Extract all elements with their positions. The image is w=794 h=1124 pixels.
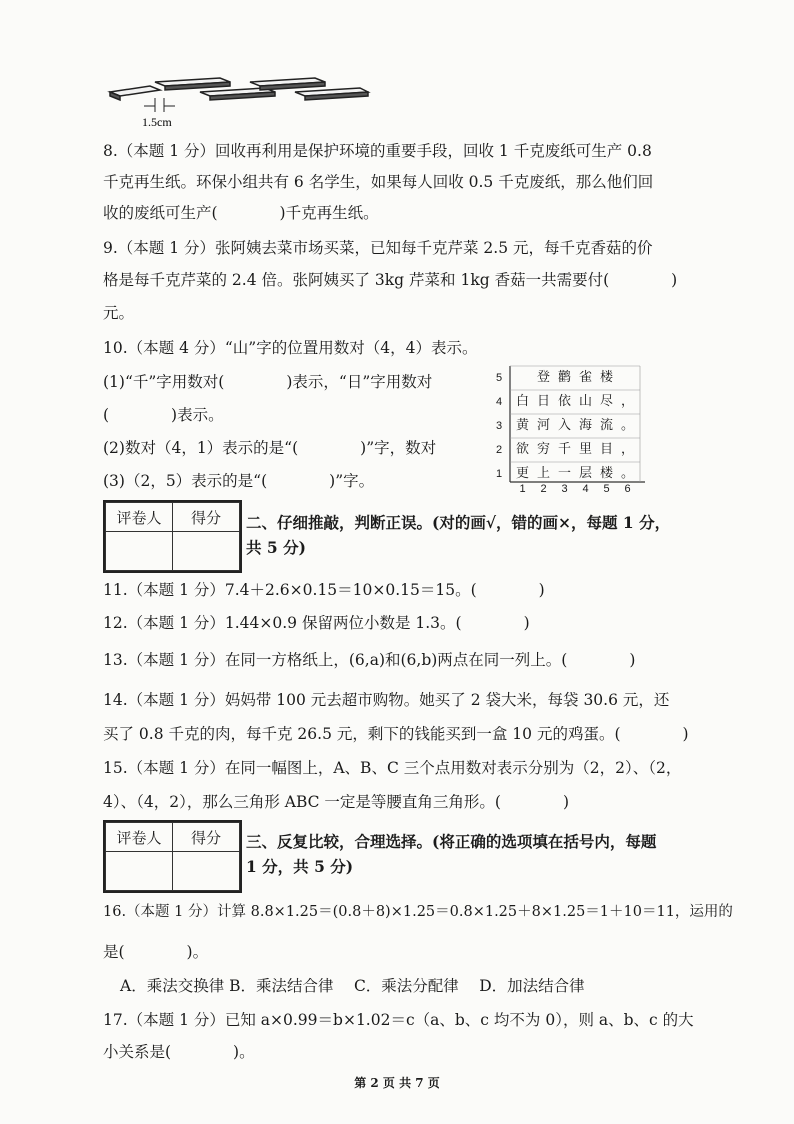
score-label: 得分 <box>173 823 240 852</box>
grid-char: 山 <box>578 394 592 409</box>
grid-char: 千 <box>557 442 571 457</box>
grid-char: 黄 <box>515 418 529 433</box>
grid-char: 白 <box>515 394 529 409</box>
grid-char: 一 <box>557 466 571 481</box>
reviewer-label: 评卷人 <box>106 823 173 852</box>
section2-title-line2: 共 5 分) <box>246 538 306 557</box>
q13: 13.（本题 1 分）在同一方格纸上，(6,a)和(6,b)两点在同一列上。( ) <box>103 651 636 669</box>
grid-char: 。 <box>620 466 634 481</box>
q10-line3: (2)数对（4，1）表示的是“( )”字，数对 <box>103 439 437 457</box>
grid-char: 。 <box>620 418 634 433</box>
grid-char: 里 <box>578 442 592 457</box>
grid-char: 穷 <box>536 442 550 457</box>
grid-char: 河 <box>536 418 550 433</box>
reviewer-field[interactable] <box>106 532 173 571</box>
grid-x-label: 3 <box>561 483 568 495</box>
reviewer-field[interactable] <box>106 852 173 891</box>
poem-grid <box>496 362 650 502</box>
q9-line1: 9.（本题 1 分）张阿姨去菜市场买菜，已知每千克芹菜 2.5 元，每千克香菇的价 <box>103 239 653 257</box>
grid-row-label: 4 <box>496 396 503 408</box>
reviewer-label: 评卷人 <box>106 503 173 532</box>
page-footer: 第 2 页 共 7 页 <box>354 1076 440 1090</box>
grid-char: 日 <box>536 394 550 409</box>
grid-row-label: 2 <box>496 444 503 456</box>
grid-char: 雀 <box>578 370 592 385</box>
grid-char: 尽 <box>599 394 613 409</box>
q10-line4: (3)（2，5）表示的是“( )”字。 <box>103 472 375 490</box>
grid-row-label: 1 <box>496 468 503 480</box>
grid-x-label: 6 <box>624 483 631 495</box>
grid-char: ， <box>620 394 634 409</box>
grid-char: 更 <box>515 466 529 481</box>
q15-line1: 15.（本题 1 分）在同一幅图上，A、B、C 三个点用数对表示分别为（2，2）、（2， <box>103 759 682 777</box>
score-box-3 <box>103 820 242 893</box>
grid-x-label: 2 <box>540 483 547 495</box>
q16-options: A．乘法交换律 B．乘法结合律 C．乘法分配律 D．加法结合律 <box>120 977 585 995</box>
grid-char: 海 <box>578 418 592 433</box>
q12: 12.（本题 1 分）1.44×0.9 保留两位小数是 1.3。( ) <box>103 614 530 632</box>
grid-char: 上 <box>536 466 550 481</box>
grid-char: 楼 <box>599 370 613 385</box>
q8-line1: 8.（本题 1 分）回收再利用是保护环境的重要手段，回收 1 千克废纸可生产 0.8 <box>103 142 652 160</box>
grid-row-label: 3 <box>496 420 503 432</box>
q8-line3: 收的废纸可生产( )千克再生纸。 <box>103 204 379 222</box>
grid-char: 鹳 <box>557 370 571 385</box>
q17-line2: 小关系是( )。 <box>103 1043 255 1061</box>
grid-char: ， <box>620 442 634 457</box>
score-label: 得分 <box>173 503 240 532</box>
grid-char: 流 <box>599 418 613 433</box>
q8-line2: 千克再生纸。环保小组共有 6 名学生，如果每人回收 0.5 千克废纸，那么他们回 <box>103 173 654 191</box>
grid-char: 层 <box>578 466 592 481</box>
grid-char: 欲 <box>515 442 529 457</box>
grid-row-label: 5 <box>496 372 503 384</box>
q9-line2: 格是每千克芹菜的 2.4 倍。张阿姨买了 3kg 芹菜和 1kg 香菇一共需要付( ) <box>103 271 678 289</box>
q15-line2: 4）、（4，2），那么三角形 ABC 一定是等腰直角三角形。( ) <box>103 793 570 811</box>
q16-line1: 16.（本题 1 分）计算 8.8×1.25＝(0.8＋8)×1.25＝0.8×1.25＋8×1.25＝1＋10＝11，运用的 <box>103 904 733 920</box>
score-box-2 <box>103 500 242 573</box>
grid-x-label: 5 <box>603 483 610 495</box>
q17-line1: 17.（本题 1 分）已知 a×0.99＝b×1.02＝c（a、b、c 均不为 0），则 a、b、c 的大 <box>103 1011 694 1029</box>
grid-char: 楼 <box>599 466 613 481</box>
grid-char: 目 <box>599 442 613 457</box>
q9-line3: 元。 <box>103 304 135 322</box>
section3-title-line2: 1 分，共 5 分) <box>246 857 354 876</box>
figure-label: 1.5cm <box>142 115 172 129</box>
q10-line0: 10.（本题 4 分）“山”字的位置用数对（4，4）表示。 <box>103 339 478 357</box>
boards-figure <box>100 72 380 132</box>
q10-line1: (1)“千”字用数对( )表示，“日”字用数对 <box>103 373 433 391</box>
q16-line2: 是( )。 <box>103 943 209 961</box>
q11: 11.（本题 1 分）7.4＋2.6×0.15＝10×0.15＝15。( ) <box>103 581 545 599</box>
grid-x-label: 4 <box>582 483 589 495</box>
grid-char: 入 <box>557 418 571 433</box>
score-field[interactable] <box>173 532 240 571</box>
q10-line2: ( )表示。 <box>103 406 224 424</box>
grid-char: 登 <box>536 370 550 385</box>
grid-x-label: 1 <box>519 483 526 495</box>
q14-line1: 14.（本题 1 分）妈妈带 100 元去超市购物。她买了 2 袋大米，每袋 30.6 元，还 <box>103 691 670 709</box>
q14-line2: 买了 0.8 千克的肉，每千克 26.5 元，剩下的钱能买到一盒 10 元的鸡蛋。( ) <box>103 725 689 743</box>
section3-title-line1: 三、反复比较，合理选择。(将正确的选项填在括号内，每题 <box>246 832 657 851</box>
grid-char: 依 <box>557 394 571 409</box>
section2-title-line1: 二、仔细推敲，判断正误。(对的画√，错的画×，每题 1 分， <box>246 513 671 532</box>
score-field[interactable] <box>173 852 240 891</box>
